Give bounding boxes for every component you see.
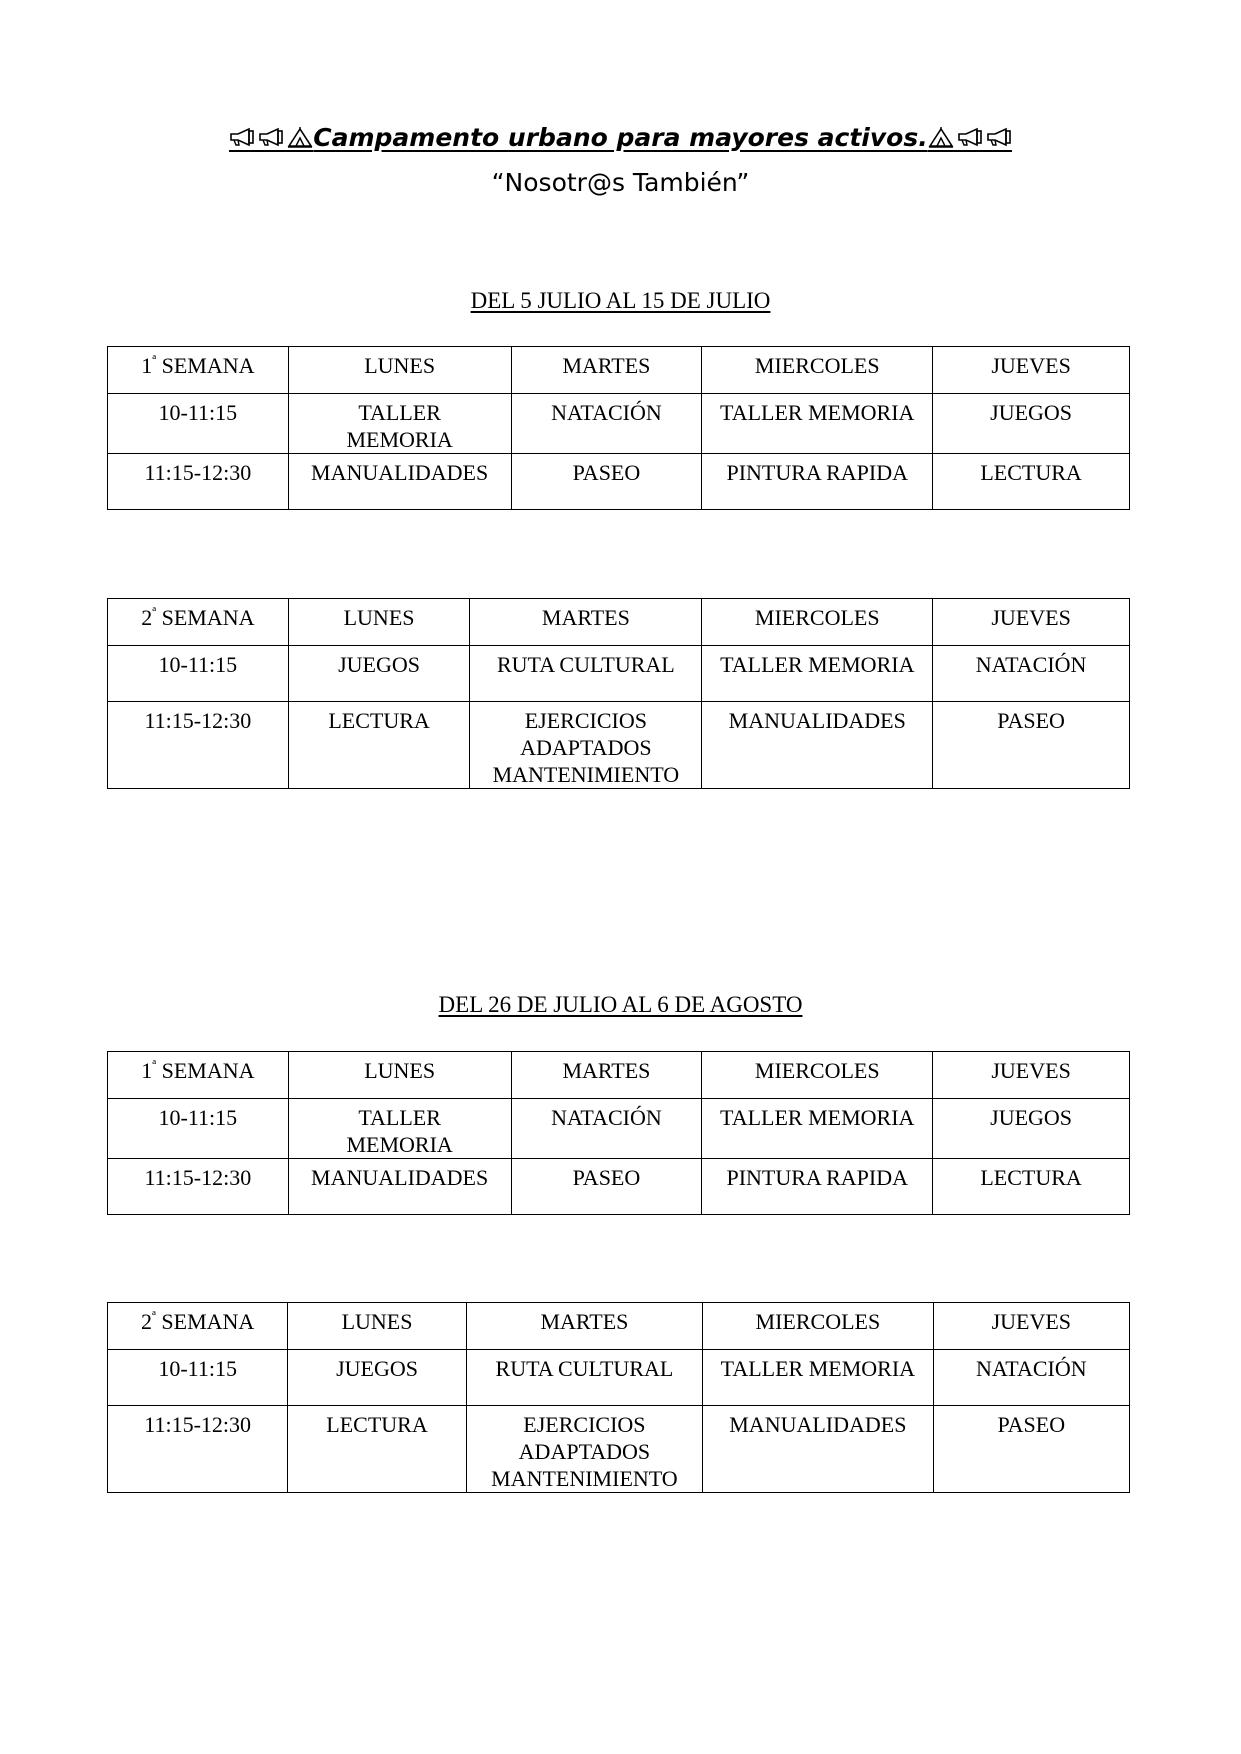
activity-cell: JUEGOS — [288, 646, 470, 702]
document-title — [0, 123, 1241, 152]
activity-cell: TALLER MEMORIA — [288, 1099, 511, 1159]
time-slot: 10-11:15 — [108, 1099, 289, 1159]
title-icons-left — [229, 126, 313, 152]
day-header: MIERCOLES — [702, 1052, 933, 1099]
day-header: JUEVES — [933, 1303, 1129, 1350]
day-header: MARTES — [470, 599, 702, 646]
day-header: JUEVES — [933, 1052, 1130, 1099]
activity-cell: LECTURA — [288, 1406, 466, 1493]
table-header-row — [108, 347, 1130, 394]
activity-cell: NATACIÓN — [933, 646, 1130, 702]
activity-cell: MANUALIDADES — [288, 454, 511, 510]
activity-cell: PASEO — [933, 702, 1130, 789]
activity-cell: JUEGOS — [933, 394, 1130, 454]
schedule-table — [107, 346, 1130, 510]
day-header: JUEVES — [933, 599, 1130, 646]
activity-cell: PINTURA RAPIDA — [702, 1159, 933, 1215]
activity-cell: TALLER MEMORIA — [702, 646, 933, 702]
period-heading: DEL 26 DE JULIO AL 6 DE AGOSTO — [438, 992, 803, 1017]
table-header-row — [108, 599, 1130, 646]
activity-cell: LECTURA — [933, 454, 1130, 510]
day-header: LUNES — [288, 1303, 466, 1350]
tent-icon — [928, 126, 954, 148]
day-header: MARTES — [511, 1052, 702, 1099]
schedule-table — [107, 1302, 1130, 1493]
megaphone-icon — [258, 127, 284, 147]
activity-cell: PASEO — [511, 1159, 702, 1215]
day-header: MARTES — [466, 1303, 702, 1350]
activity-cell: TALLER MEMORIA — [288, 394, 511, 454]
time-slot: 10-11:15 — [108, 646, 289, 702]
activity-cell: JUEGOS — [288, 1350, 466, 1406]
time-slot: 10-11:15 — [108, 394, 289, 454]
day-header: MIERCOLES — [702, 599, 933, 646]
document-subtitle: “Nosotr@s También” — [491, 168, 750, 197]
activity-cell: LECTURA — [933, 1159, 1130, 1215]
title-text: Campamento urbano para mayores activos. — [313, 123, 928, 152]
activity-cell: NATACIÓN — [511, 1099, 702, 1159]
megaphone-icon — [986, 127, 1012, 147]
megaphone-icon — [229, 127, 255, 147]
activity-cell: EJERCICIOS ADAPTADOS MANTENIMIENTO — [470, 702, 702, 789]
activity-cell: EJERCICIOS ADAPTADOS MANTENIMIENTO — [466, 1406, 702, 1493]
activity-cell: LECTURA — [288, 702, 470, 789]
period-heading: DEL 5 JULIO AL 15 DE JULIO — [470, 288, 771, 313]
time-slot: 11:15-12:30 — [108, 1406, 288, 1493]
week-label: $1^ª$ SEMANA — [108, 1052, 289, 1099]
table-row — [108, 1406, 1130, 1493]
title-icons-right — [928, 126, 1012, 152]
day-header: MIERCOLES — [703, 1303, 933, 1350]
activity-cell: PASEO — [933, 1406, 1129, 1493]
time-slot: 11:15-12:30 — [108, 702, 289, 789]
table-row — [108, 1350, 1130, 1406]
table-row — [108, 454, 1130, 510]
tent-icon — [287, 126, 313, 148]
activity-cell: PASEO — [511, 454, 702, 510]
activity-cell: TALLER MEMORIA — [702, 1099, 933, 1159]
activity-cell: PINTURA RAPIDA — [702, 454, 933, 510]
activity-cell: RUTA CULTURAL — [466, 1350, 702, 1406]
time-slot: 10-11:15 — [108, 1350, 288, 1406]
activity-cell: MANUALIDADES — [702, 702, 933, 789]
table-row — [108, 394, 1130, 454]
activity-cell: NATACIÓN — [511, 394, 702, 454]
table-row — [108, 702, 1130, 789]
week-label: $2^ª$ SEMANA — [108, 599, 289, 646]
day-header: MARTES — [511, 347, 702, 394]
table-row — [108, 1159, 1130, 1215]
time-slot: 11:15-12:30 — [108, 1159, 289, 1215]
activity-cell: TALLER MEMORIA — [702, 394, 933, 454]
time-slot: 11:15-12:30 — [108, 454, 289, 510]
megaphone-icon — [957, 127, 983, 147]
day-header: LUNES — [288, 1052, 511, 1099]
day-header: LUNES — [288, 599, 470, 646]
table-row — [108, 1099, 1130, 1159]
activity-cell: MANUALIDADES — [288, 1159, 511, 1215]
day-header: LUNES — [288, 347, 511, 394]
table-header-row — [108, 1052, 1130, 1099]
schedule-table — [107, 1051, 1130, 1215]
table-row — [108, 646, 1130, 702]
table-header-row — [108, 1303, 1130, 1350]
day-header: MIERCOLES — [702, 347, 933, 394]
activity-cell: JUEGOS — [933, 1099, 1130, 1159]
activity-cell: TALLER MEMORIA — [703, 1350, 933, 1406]
activity-cell: MANUALIDADES — [703, 1406, 933, 1493]
schedule-table — [107, 598, 1130, 789]
week-label: $2^ª$ SEMANA — [108, 1303, 288, 1350]
day-header: JUEVES — [933, 347, 1130, 394]
week-label: $1^ª$ SEMANA — [108, 347, 289, 394]
activity-cell: NATACIÓN — [933, 1350, 1129, 1406]
activity-cell: RUTA CULTURAL — [470, 646, 702, 702]
